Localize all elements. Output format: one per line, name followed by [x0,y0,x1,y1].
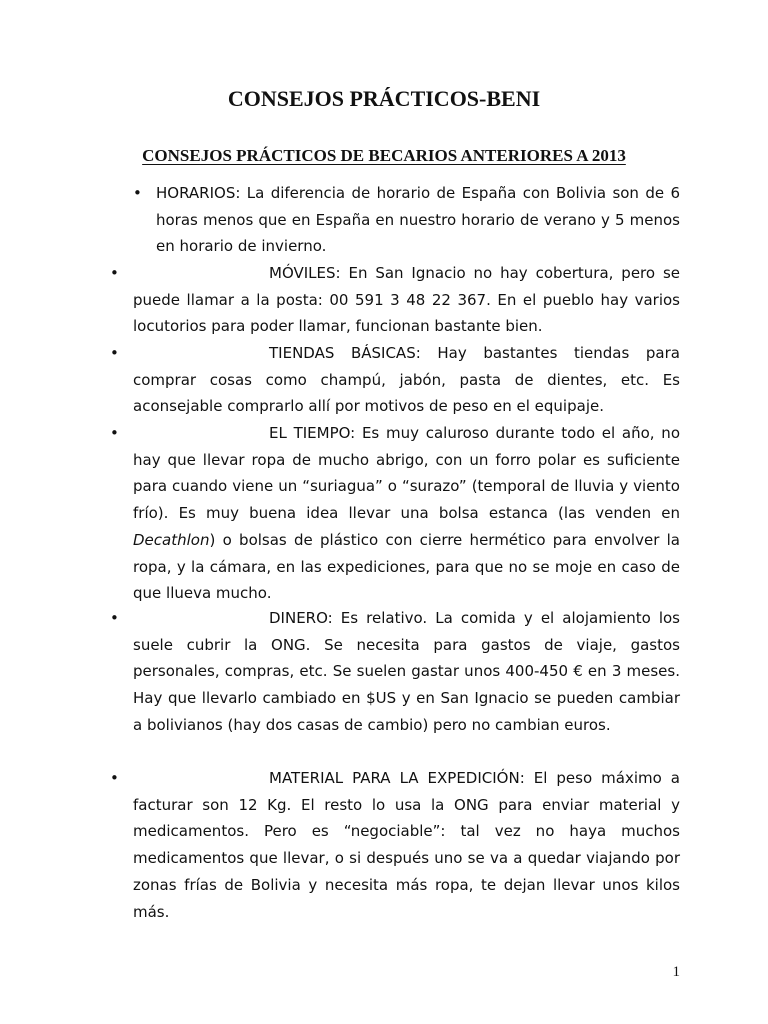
bullet-icon: • [110,264,119,282]
bullet-icon: • [110,344,119,362]
subtitle-text: CONSEJOS PRÁCTICOS DE BECARIOS ANTERIORES A 2013 [142,146,626,165]
document-subtitle [0,146,768,166]
bullet-icon: • [133,184,142,202]
item-text: EL TIEMPO: Es muy caluroso durante todo el año, no hay que llevar ropa de mucho abrigo, con un forro polar es suficiente para cuando viene un “suriagua” o “surazo” (temporal de lluvia y viento frío). Es muy buena idea llevar una bolsa estanca (las venden en Decathlon) o bolsas de plástico con cierre hermético para envolver la ropa, y la cámara, en las expediciones, para que no se moje en caso de que llueva mucho. [133,424,680,603]
page-number: 1 [672,964,680,980]
item-text: TIENDAS BÁSICAS: Hay bastantes tiendas para comprar cosas como champú, jabón, pasta de dientes, etc. Es aconsejable comprarlo allí por motivos de peso en el equipaje. [133,344,680,416]
item-text: MÓVILES: En San Ignacio no hay cobertura, pero se puede llamar a la posta: 00 591 3 48 22 367. En el pueblo hay varios locutorios para poder llamar, funcionan bastante bien. [133,264,680,336]
decathlon-brand: Decathlon [133,530,210,549]
bullet-icon: • [110,609,119,627]
item-text: HORARIOS: La diferencia de horario de España con Bolivia son de 6 horas menos que en España en nuestro horario de verano y 5 menos en horario de invierno. [156,184,680,256]
bullet-icon: • [110,769,119,787]
item-text: MATERIAL PARA LA EXPEDICIÓN: El peso máximo a facturar son 12 Kg. El resto lo usa la ONG para enviar material y medicamentos. Pero es “negociable”: tal vez no haya muchos medicamentos que llevar, o si después uno se va a quedar viajando por zonas frías de Bolivia y necesita más ropa, te dejan llevar unos kilos más. [133,769,680,921]
document-title: CONSEJOS PRÁCTICOS-BENI [227,86,541,111]
item-text: DINERO: Es relativo. La comida y el alojamiento los suele cubrir la ONG. Se necesita para gastos de viaje, gastos personales, compras, etc. Se suelen gastar unos 400-450 € en 3 meses. Hay que llevarlo cambiado en $US y en San Ignacio se pueden cambiar a bolivianos (hay dos casas de cambio) pero no cambian euros. [133,609,680,734]
bullet-icon: • [110,424,119,442]
